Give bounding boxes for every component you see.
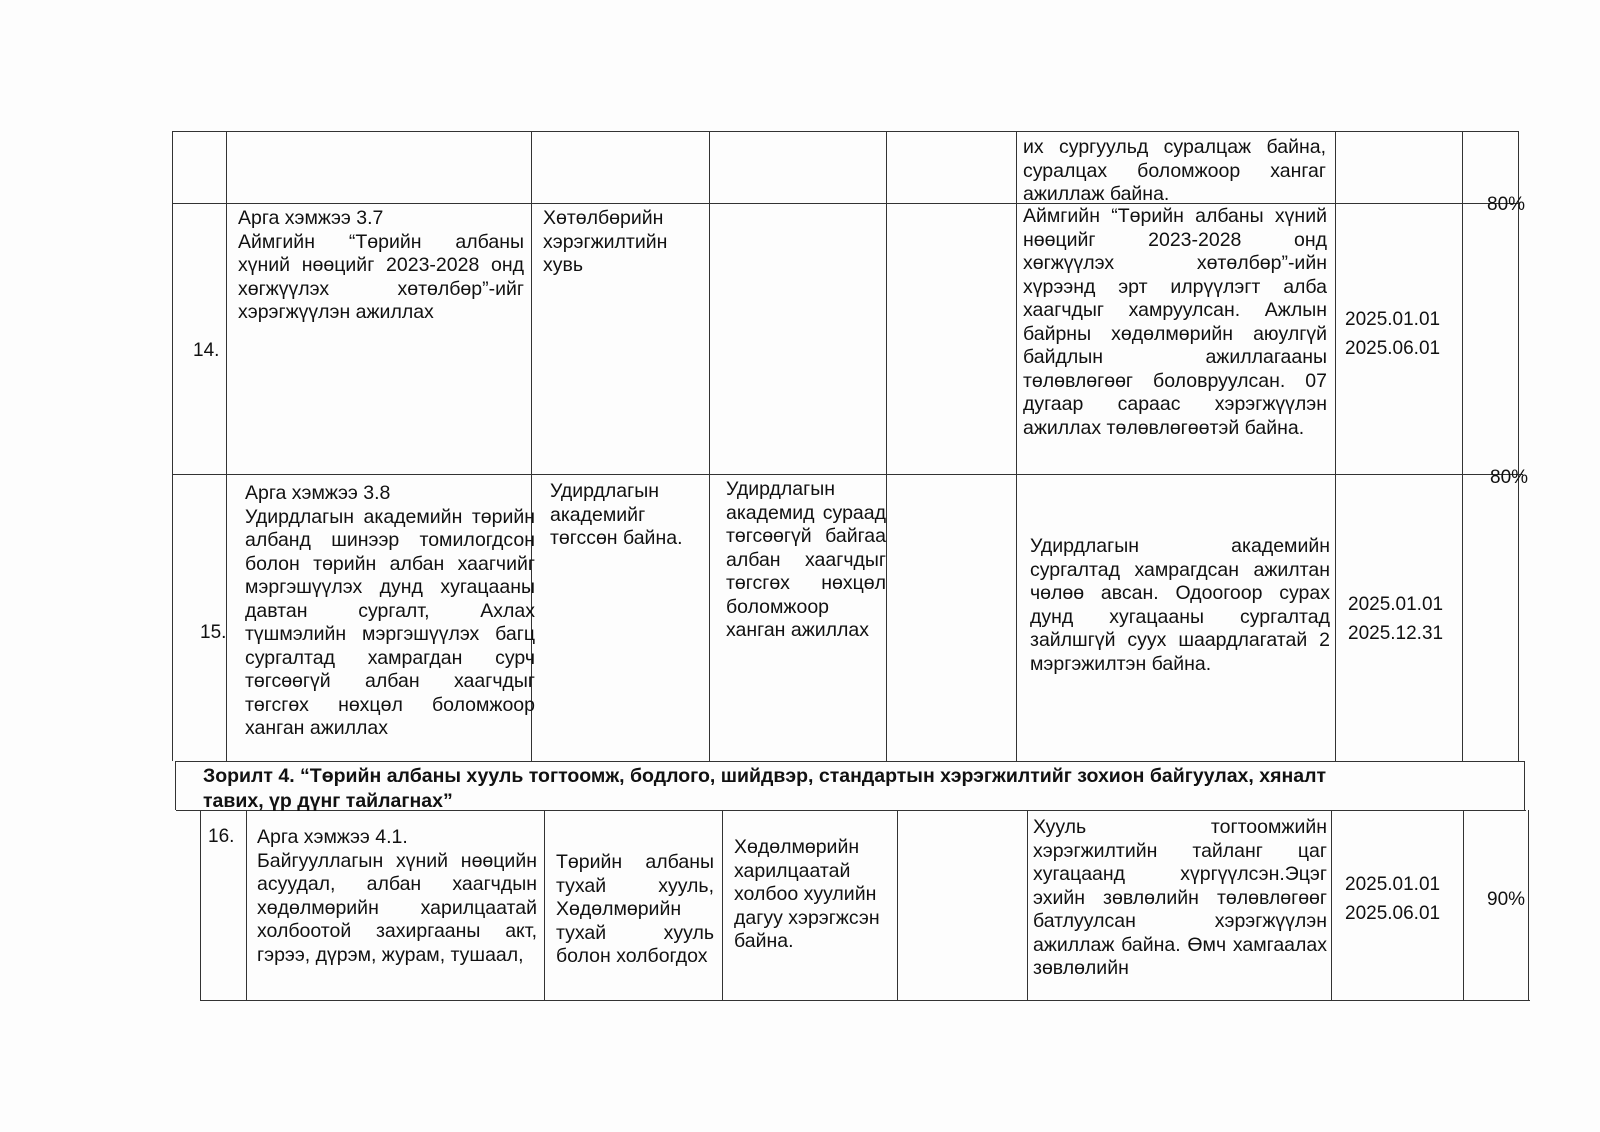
percent-value: 80%: [1490, 467, 1529, 488]
col-border-activity: [544, 810, 545, 1000]
end-date: 2025.06.01: [1345, 903, 1441, 924]
col-border-left: [172, 131, 173, 761]
result-text: Удирдлагын академийн сургалтад хамрагдсан ажилтан чөлөө авсан. Одоогоор сурах дунд хугацааны сургалтад зайлшгүй суух шаардлагатай 2 мэргэжилтэн байна.: [1030, 535, 1330, 675]
target-text: Удирдлагын академид сураад төгсөөгүй байгаа албан хаагчдыг төгсгөх нөхцөл боломжоор ханган ажиллах: [726, 478, 886, 641]
row-divider: [175, 761, 1525, 762]
col-border-target: [897, 810, 898, 1000]
col-border-num: [246, 810, 247, 1000]
col-border-date: [1463, 810, 1464, 1000]
percent-value: 80%: [1487, 194, 1526, 215]
col-border-baseline: [1016, 131, 1017, 761]
indicator-text: Төрийн албаны тухай хууль, Хөдөлмөрийн тухай хууль болон холбогдох: [556, 851, 714, 967]
col-border-baseline: [1027, 810, 1028, 1000]
table-top-border: [172, 131, 1518, 132]
col-border-num: [226, 131, 227, 761]
result-text: Хууль тогтоомжийн хэрэгжилтийн тайланг цаг хугацаанд хүргүүлсэн.Эцэг эхийн зөвлөлийн төлөвлөгөөг батлуулсан хэрэгжүүлэн ажиллаж байна. Өмч хамгаалах зөвлөлийн: [1033, 816, 1327, 979]
goal-heading: Зорилт 4. “Төрийн албаны хууль тогтоомж, бодлого, шийдвэр, стандартын хэрэгжилтийг зохион байгуулах, хяналт тавих, үр дүнг тайлагнах”: [203, 765, 1327, 812]
col-border-right: [1518, 131, 1519, 761]
result-cell: [1030, 535, 1330, 676]
table-bottom-border: [200, 1000, 1530, 1001]
activity-title: Арга хэмжээ 3.7: [238, 207, 384, 229]
result-cell: [1033, 816, 1327, 981]
target-text: Хөдөлмөрийн харилцаатай холбоо хуулийн дагуу хэрэгжсэн байна.: [734, 836, 880, 952]
row-number: 14.: [193, 340, 220, 361]
activity-cell: [245, 482, 535, 741]
result-cell: [1023, 205, 1327, 440]
activity-title: Арга хэмжээ 3.8: [245, 482, 391, 504]
result-cell: [1023, 136, 1326, 207]
end-date: 2025.06.01: [1345, 338, 1441, 359]
start-date: 2025.01.01: [1348, 594, 1444, 615]
col-border-result: [1331, 810, 1332, 1000]
result-text: Аймгийн “Төрийн албаны хүний нөөцийг 2023-2028 онд хөгжүүлэх хөтөлбөр”-ийн хүрээнд эрт илрүүлэгт алба хаагчдыг хамруулсан. Ажлын байрны хөдөлмөрийн аюулгүй байдлын ажиллагааны төлөвлөгөөг боловруулсан. 07 дугаар сараас хэрэгжүүлэн ажиллах төлөвлөгөөтэй байна.: [1023, 205, 1327, 439]
col-border-result: [1335, 131, 1336, 761]
col-border-right: [1528, 810, 1529, 1000]
start-date: 2025.01.01: [1345, 874, 1441, 895]
col-border-left: [200, 810, 201, 1000]
col-border-indicator: [722, 810, 723, 1000]
col-border-target: [886, 131, 887, 761]
date-range: [1348, 590, 1443, 648]
indicator-cell: [556, 851, 714, 969]
result-text: их сургуульд суралцаж байна, суралцах боломжоор хангаг ажиллаж байна.: [1023, 136, 1326, 205]
indicator-text: Хөтөлбөрийн хэрэгжилтийн хувь: [543, 207, 668, 276]
row-number: 15.: [200, 622, 227, 643]
percent-value: 90%: [1487, 889, 1526, 910]
indicator-cell: [550, 480, 700, 551]
activity-text: Аймгийн “Төрийн албаны хүний нөөцийг 2023-2028 онд хөгжүүлэх хөтөлбөр”-ийг хэрэгжүүлэн ажиллах: [238, 230, 524, 323]
col-border-left-ext: [175, 761, 176, 810]
end-date: 2025.12.31: [1348, 623, 1444, 644]
activity-text: Байгууллагын хүний нөөцийн асуудал, албан хаагчдын хөдөлмөрийн харилцаатай холбоотой захиргааны акт, гэрээ, дүрэм, журам, тушаал,: [257, 849, 537, 966]
activity-cell: [238, 207, 524, 325]
date-range: [1345, 305, 1440, 363]
row-divider: [173, 474, 1523, 475]
activity-title: Арга хэмжээ 4.1.: [257, 826, 408, 848]
indicator-text: Удирдлагын академийг төгссөн байна.: [550, 480, 683, 549]
col-border-indicator: [709, 131, 710, 761]
activity-cell: [257, 826, 537, 967]
col-border-date: [1462, 131, 1463, 761]
col-border-right-ext: [1524, 761, 1525, 810]
activity-text: Удирдлагын академийн төрийн албанд шинээр томилогдсон болон төрийн албан хаагчийг мэргэшүүлэх дунд хугацааны давтан сургалт, Ахлах түшмэлийн мэргэшүүлэх багц сургалтад хамрагдан сурч төгсөөгүй албан хаагчдыг төгсгөх нөхцөл боломжоор ханган ажиллах: [245, 505, 535, 739]
start-date: 2025.01.01: [1345, 309, 1441, 330]
row-number: 16.: [208, 826, 235, 847]
target-cell: [734, 836, 894, 954]
indicator-cell: [543, 207, 693, 278]
date-range: [1345, 870, 1440, 928]
target-cell: [726, 478, 886, 643]
